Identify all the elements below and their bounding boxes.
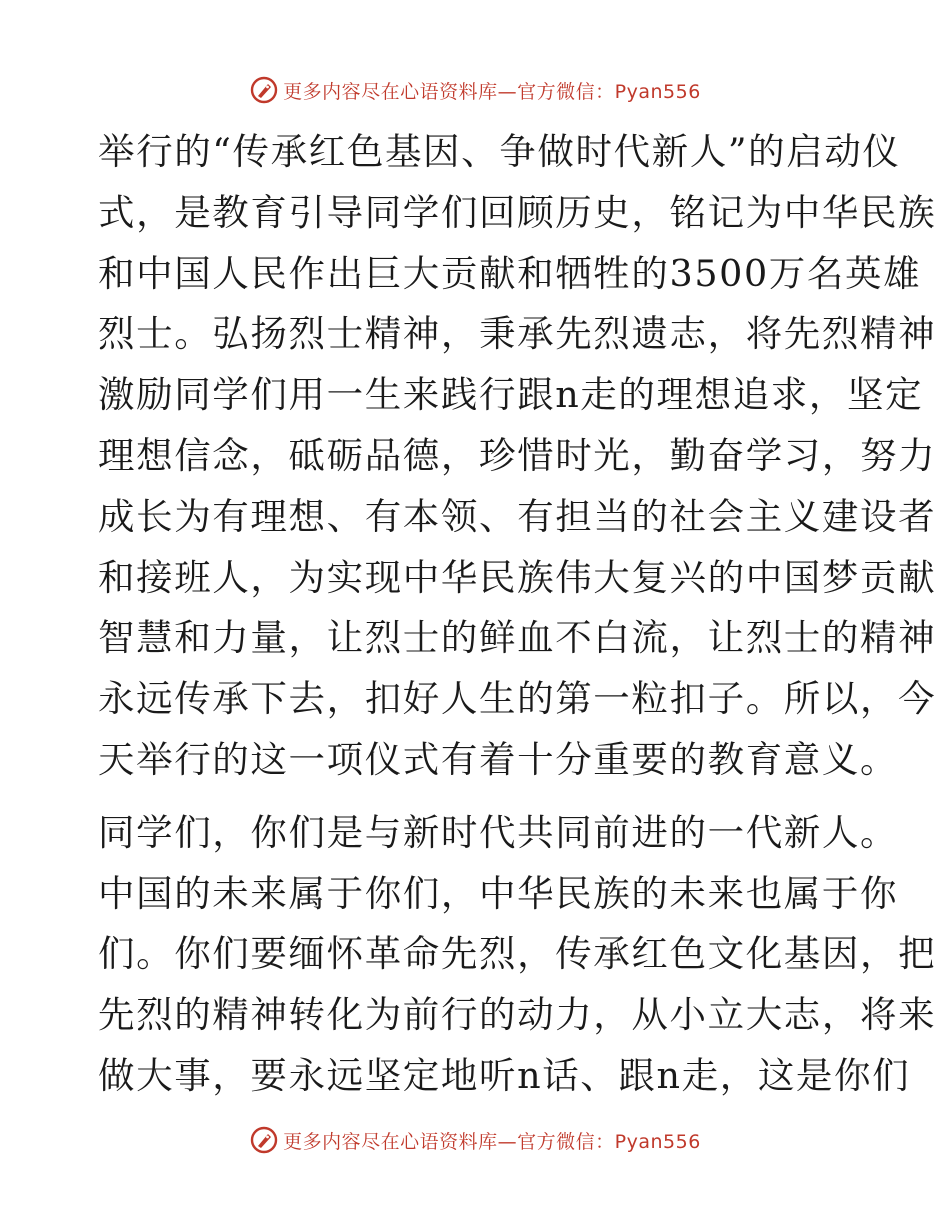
text-line: 做大事，要永远坚定地听n话、跟n走，这是你们: [98, 1053, 911, 1097]
document-body: [98, 122, 937, 1107]
footer-banner-label: 更多内容尽在心语资料库—官方微信：: [283, 1130, 615, 1153]
text-line: 激励同学们用一生来践行跟n走的理想追求，坚定: [98, 373, 924, 417]
text-line: 成长为有理想、有本领、有担当的社会主义建设者: [98, 494, 937, 538]
footer-banner-text: [283, 1127, 701, 1154]
header-banner-label: 更多内容尽在心语资料库—官方微信：: [283, 80, 615, 103]
text-line: 举行的“传承红色基因、争做时代新人”的启动仪: [98, 130, 901, 173]
pen-nib-icon: [249, 75, 279, 105]
text-line: 理想信念，砥砺品德，珍惜时光，勤奋学习，努力: [98, 433, 937, 477]
text-line: 天举行的这一项仪式有着十分重要的教育意义。: [98, 737, 899, 781]
paragraph-gap: [98, 791, 858, 803]
text-line: 和中国人民作出巨大贡献和牺牲的3500万名英雄: [98, 251, 922, 295]
header-wechat-id: Pyan556: [614, 80, 701, 103]
text-line: 中国的未来属于你们，中华民族的未来也属于你: [98, 871, 899, 915]
footer-banner: [0, 1120, 950, 1160]
paragraph-1: [98, 122, 937, 791]
text-line: 烈士。弘扬烈士精神，秉承先烈遗志，将先烈精神: [98, 312, 937, 356]
header-banner: [0, 70, 950, 110]
text-line: 智慧和力量，让烈士的鲜血不白流，让烈士的精神: [98, 616, 937, 660]
text-line: 式，是教育引导同学们回顾历史，铭记为中华民族: [98, 190, 937, 234]
text-line: 同学们，你们是与新时代共同前进的一代新人。: [98, 810, 899, 854]
text-line: 们。你们要缅怀革命先烈，传承红色文化基因，把: [98, 932, 937, 976]
header-banner-text: [283, 77, 701, 104]
text-line: 永远传承下去，扣好人生的第一粒扣子。所以，今: [98, 677, 937, 721]
pen-nib-icon: [249, 1125, 279, 1155]
paragraph-2: [98, 803, 937, 1107]
text-line: 和接班人，为实现中华民族伟大复兴的中国梦贡献: [98, 555, 937, 599]
text-line: 先烈的精神转化为前行的动力，从小立大志，将来: [98, 993, 937, 1037]
footer-wechat-id: Pyan556: [614, 1130, 701, 1153]
